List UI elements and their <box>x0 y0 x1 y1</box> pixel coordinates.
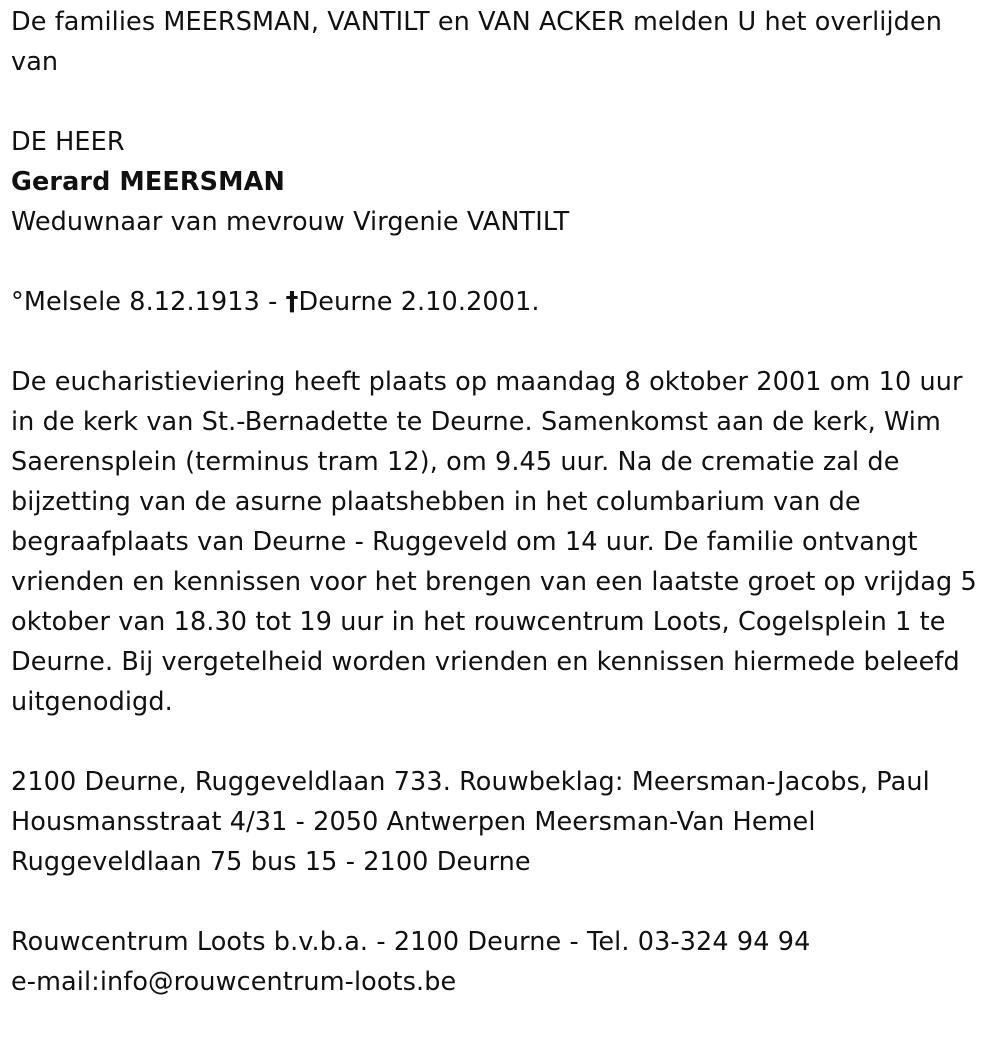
ceremony-text: De eucharistieviering heeft plaats op maandag 8 oktober 2001 om 10 uur in de kerk van St.-Bernadette te Deurne. Samenkomst aan de kerk, Wim Saerensplein (terminus tram 12), om 9.45 uur. Na de crematie zal de bijzetting van de asurne plaatshebben in het columbarium van de begraafplaats van Deurne - Ruggeveld om 14 uur. De familie ontvangt vrienden en kennissen voor het brengen van een laatste groet op vrijdag 5 oktober van 18.30 tot 19 uur in het rouwcentrum Loots, Cogelsplein 1 te Deurne. Bij vergetelheid worden vrienden en kennissen hiermede beleefd uitgenodigd. <box>11 367 977 717</box>
life-dates <box>11 282 994 322</box>
intro-text: De families MEERSMAN, VANTILT en VAN ACKER melden U het overlijden van <box>11 7 942 77</box>
birth-date: °Melsele 8.12.1913 - <box>11 287 286 317</box>
spacer <box>11 242 994 282</box>
death-date: Deurne 2.10.2001. <box>298 287 540 317</box>
email-contact: e-mail:info@rouwcentrum-loots.be <box>11 967 457 997</box>
cross-icon: † <box>285 287 299 317</box>
funeral-home-contact: Rouwcentrum Loots b.v.b.a. - 2100 Deurne - Tel. 03-324 94 94 <box>11 927 811 957</box>
spacer <box>11 82 994 122</box>
address-text: 2100 Deurne, Ruggeveldlaan 733. Rouwbeklag: Meersman-Jacobs, Paul Housmansstraat 4/31 - 2050 Antwerpen Meersman-Van Hemel Ruggeveldlaan 75 bus 15 - 2100 Deurne <box>11 767 930 877</box>
spacer <box>11 882 994 922</box>
spacer <box>11 722 994 762</box>
spacer <box>11 322 994 362</box>
spouse-line: Weduwnaar van mevrouw Virgenie VANTILT <box>11 207 570 237</box>
honorific: DE HEER <box>11 127 125 157</box>
deceased-name: Gerard MEERSMAN <box>11 167 285 197</box>
